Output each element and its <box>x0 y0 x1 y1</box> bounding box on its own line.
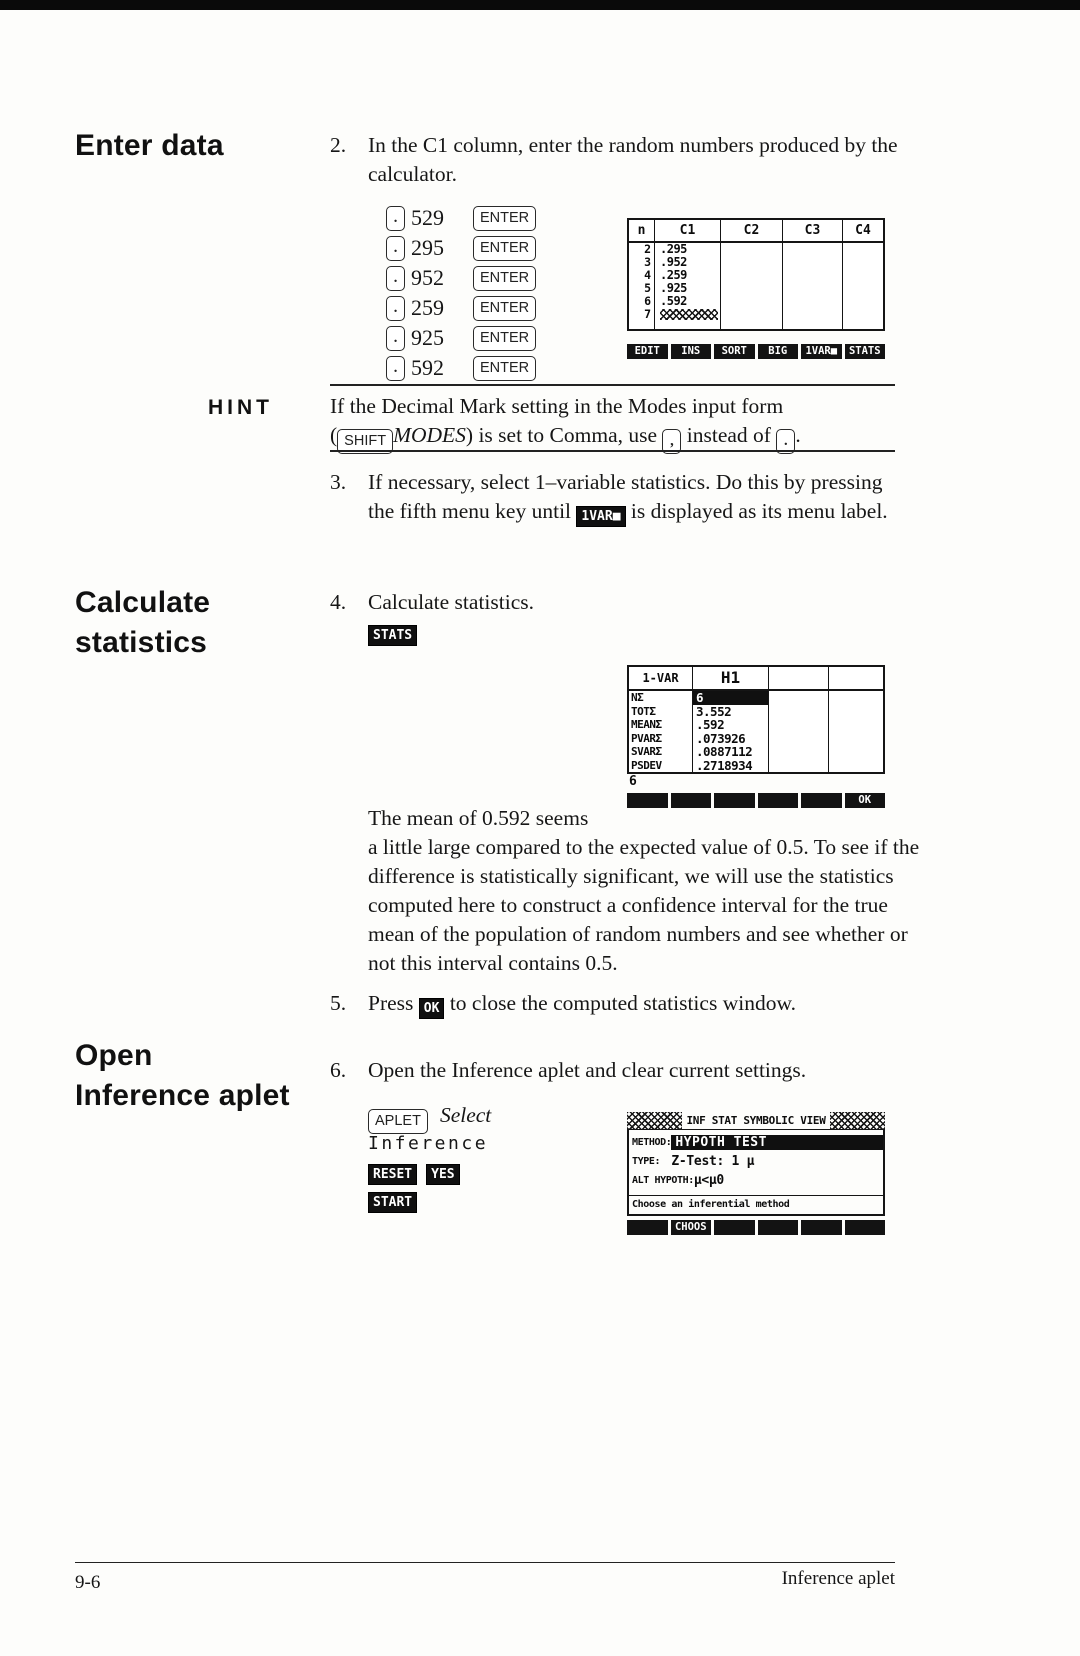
step-4-text: Calculate statistics. <box>368 590 534 614</box>
type-value: Z-Test: 1 μ <box>671 1154 755 1169</box>
section-heading-enter-data: Enter data <box>75 129 224 162</box>
hint-bottom-rule <box>330 450 895 452</box>
keystroke-digits: 952 <box>411 265 444 290</box>
stat-label: MEANΣ <box>629 718 693 732</box>
enter-key: ENTER <box>473 236 536 261</box>
mean-paragraph: a little large compared to the expected value of 0.5. To see if the difference is statistically significant, we will use the statistics computed here to construct a confidence interval for the true mean of the population of random numbers and see whether or not this interval contains 0.5. <box>368 835 920 975</box>
step-2 <box>330 131 905 189</box>
calculator-screen-inference <box>627 1112 885 1235</box>
help-text: Choose an inferential method <box>632 1199 790 1210</box>
stat-label: TOTΣ <box>629 705 693 719</box>
type-line <box>632 1152 883 1171</box>
stat-value: .592 <box>693 718 769 732</box>
title-hatch-right <box>830 1112 885 1129</box>
footer-page-number: 9-6 <box>75 1572 101 1593</box>
softkey-sort: SORT <box>714 344 755 359</box>
method-value: HYPOTH TEST <box>671 1135 883 1150</box>
enter-key: ENTER <box>473 206 536 231</box>
keystroke-row <box>386 233 536 263</box>
stat-value: 3.552 <box>693 705 769 719</box>
stats-badge: STATS <box>368 624 417 646</box>
decimal-point-key: . <box>386 206 405 231</box>
step-6-text: Open the Inference aplet and clear current settings. <box>368 1058 807 1082</box>
hint-label: HINT <box>208 396 273 419</box>
cell-c1: .259 <box>655 269 721 282</box>
inference-title: INF STAT SYMBOLIC VIEW <box>686 1114 826 1127</box>
keystroke-digits: 592 <box>411 355 444 380</box>
method-line <box>632 1133 883 1152</box>
cell-c1: .952 <box>655 256 721 269</box>
hint-text: If the Decimal Mark setting in the Modes input form ( SHIFT MODES) is set to Comma, use , instead of . . <box>330 392 905 454</box>
title-hatch-left <box>627 1112 682 1129</box>
enter-key: ENTER <box>473 326 536 351</box>
step-2-text: In the C1 column, enter the random numbers produced by the calculator. <box>368 133 898 186</box>
yes-badge: YES <box>426 1164 459 1185</box>
row-index: 4 <box>629 269 655 282</box>
keystroke-row <box>386 263 536 293</box>
keystroke-digits: 259 <box>411 295 444 320</box>
footer-rule <box>75 1562 895 1563</box>
softkey-ins: INS <box>671 344 712 359</box>
inference-title-bar <box>627 1112 885 1129</box>
keystroke-row <box>386 353 536 383</box>
step-4-number: 4. <box>330 590 347 614</box>
type-label: TYPE: <box>632 1156 672 1167</box>
stat-value: .073926 <box>693 732 769 746</box>
softkey-stats: STATS <box>845 344 886 359</box>
decimal-point-key: . <box>386 236 405 261</box>
stat-label: PSDEV <box>629 759 693 773</box>
ok-badge: OK <box>419 998 445 1019</box>
keystroke-row <box>386 203 536 233</box>
step-3-number: 3. <box>330 470 347 494</box>
alt-hypoth-label: ALT HYPOTH: <box>632 1175 694 1186</box>
stats-header-1var: 1-VAR <box>629 667 693 691</box>
enter-key: ENTER <box>473 356 536 381</box>
calculator-screen-statistics <box>627 665 885 808</box>
stats-header-h1: H1 <box>693 667 769 691</box>
period-key: . <box>776 429 795 454</box>
stat-label: NΣ <box>629 691 693 705</box>
softkey-menu <box>627 1220 885 1235</box>
footer-chapter-title: Inference aplet <box>781 1568 895 1589</box>
mean-paragraph-line1: The mean of 0.592 seems <box>368 806 589 830</box>
softkey-edit: EDIT <box>627 344 668 359</box>
aplet-key: APLET <box>368 1109 428 1134</box>
keystroke-digits: 925 <box>411 325 444 350</box>
shift-key: SHIFT <box>337 429 393 454</box>
keystroke-digits: 295 <box>411 235 444 260</box>
keystroke-digits: 529 <box>411 205 444 230</box>
calculator-screen-numeric-view <box>627 218 885 359</box>
numeric-col-header-c4: C4 <box>843 220 883 243</box>
inference-typed-label: Inference <box>368 1133 489 1154</box>
selected-cell <box>655 308 721 321</box>
select-label: Select <box>439 1103 492 1127</box>
softkey-ok: OK <box>845 793 886 808</box>
decimal-point-key: . <box>386 326 405 351</box>
screen-divider <box>629 1195 883 1196</box>
softkey-1var: 1VAR■ <box>801 344 842 359</box>
softkey-menu <box>627 793 885 808</box>
stat-label: SVARΣ <box>629 745 693 759</box>
step-5-text: Press OK to close the computed statistics window. <box>368 989 905 1019</box>
comma-key: , <box>662 429 681 454</box>
keystroke-row <box>386 323 536 353</box>
row-index: 3 <box>629 256 655 269</box>
softkey-choos: CHOOS <box>671 1220 712 1235</box>
decimal-point-key: . <box>386 356 405 381</box>
modes-label: MODES <box>393 423 466 447</box>
step-3-text: If necessary, select 1–variable statistics. Do this by pressing the fifth menu key until 1VAR■ is displayed as its menu label. <box>368 468 905 527</box>
start-badge: START <box>368 1192 417 1213</box>
hint-line1: If the Decimal Mark setting in the Modes input form <box>330 394 784 418</box>
section-heading-open-inference-aplet: Open Inference aplet <box>75 1039 290 1112</box>
keystroke-list <box>386 203 536 383</box>
numeric-col-header-c1: C1 <box>655 220 721 243</box>
aplet-key-sequence <box>368 1101 491 1213</box>
softkey-big: BIG <box>758 344 799 359</box>
scan-edge-artifact <box>0 0 1080 10</box>
alt-hypoth-value: μ<μ0 <box>693 1173 724 1188</box>
softkey-menu <box>627 344 885 359</box>
stat-value: .2718934 <box>693 759 769 773</box>
keystroke-row <box>386 293 536 323</box>
stat-value-selected: 6 <box>693 691 769 705</box>
hint-top-rule <box>330 384 895 386</box>
section-heading-calculate-statistics: Calculate statistics <box>75 586 211 659</box>
numeric-col-header-n: n <box>629 220 655 243</box>
cell-c1: .592 <box>655 295 721 308</box>
method-label: METHOD: <box>632 1137 672 1148</box>
numeric-col-header-c3: C3 <box>783 220 843 243</box>
decimal-point-key: . <box>386 266 405 291</box>
stat-label: PVARΣ <box>629 732 693 746</box>
stat-value: .0887112 <box>693 745 769 759</box>
step-4 <box>330 588 905 617</box>
step-3 <box>330 468 905 527</box>
reset-badge: RESET <box>368 1164 417 1185</box>
enter-key: ENTER <box>473 296 536 321</box>
stats-edit-line: 6 <box>629 774 637 789</box>
step-6-number: 6. <box>330 1058 347 1082</box>
step-5-number: 5. <box>330 991 347 1015</box>
step-2-number: 2. <box>330 133 347 157</box>
cell-c1: .295 <box>655 243 721 256</box>
alt-hypoth-line <box>632 1171 883 1190</box>
row-index: 6 <box>629 295 655 308</box>
step-6 <box>330 1056 905 1085</box>
enter-key: ENTER <box>473 266 536 291</box>
step-5 <box>330 989 905 1019</box>
numeric-col-header-c2: C2 <box>721 220 783 243</box>
row-index: 7 <box>629 308 655 321</box>
cell-c1: .925 <box>655 282 721 295</box>
row-index: 2 <box>629 243 655 256</box>
1var-badge: 1VAR■ <box>576 506 625 527</box>
row-index: 5 <box>629 282 655 295</box>
decimal-point-key: . <box>386 296 405 321</box>
